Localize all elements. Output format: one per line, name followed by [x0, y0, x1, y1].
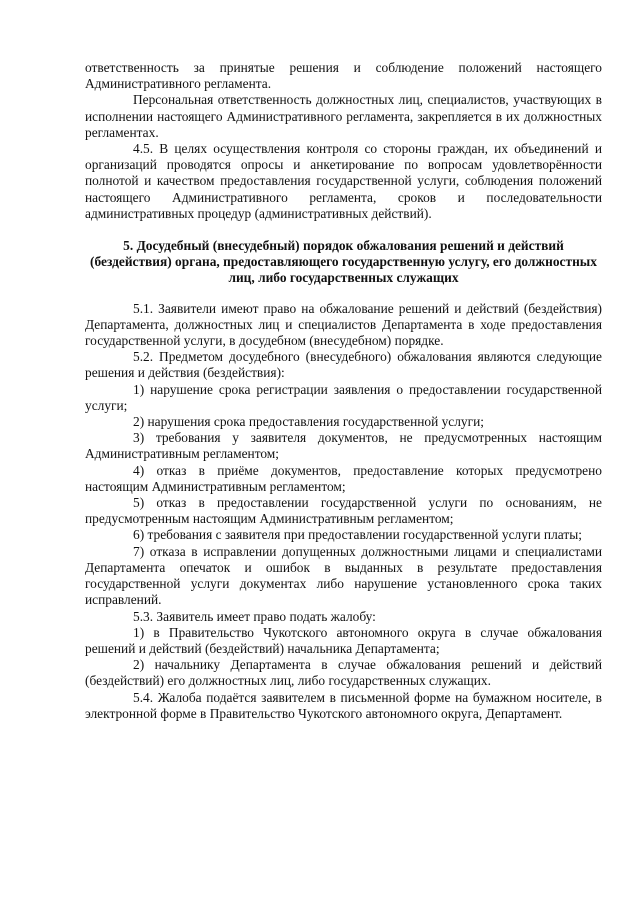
- list-item-5-2-5: 5) отказ в предоставлении государственной услуги по основаниям, не предусмотренным настоящим Административным регламентом;: [85, 495, 602, 527]
- section-5-heading: 5. Досудебный (внесудебный) порядок обжалования решений и действий (бездействия) органа, предоставляющего государственную услугу, его должностных лиц, либо государственных служащих: [90, 238, 597, 286]
- paragraph-5-2: 5.2. Предметом досудебного (внесудебного) обжалования являются следующие решения и действия (бездействия):: [85, 349, 602, 381]
- paragraph-personal-responsibility: Персональная ответственность должностных лиц, специалистов, участвующих в исполнении настоящего Административного регламента, закрепляется в их должностных регламентах.: [85, 92, 602, 140]
- paragraph-5-1: 5.1. Заявители имеют право на обжалование решений и действий (бездействия) Департамента, должностных лиц и специалистов Департамента в ходе предоставления государственной услуги, в досудебном (внесудебном) порядке.: [85, 300, 602, 349]
- paragraph-responsibility-end: ответственность за принятые решения и соблюдение положений настоящего Административного регламента.: [85, 60, 602, 92]
- list-item-5-2-4: 4) отказ в приёме документов, предоставление которых предусмотрено настоящим Административным регламентом;: [85, 462, 602, 494]
- paragraph-5-4: 5.4. Жалоба подаётся заявителем в письменной форме на бумажном носителе, в электронной форме в Правительство Чукотского автономного округа, Департамент.: [85, 689, 602, 721]
- list-item-5-2-3: 3) требования у заявителя документов, не предусмотренных настоящим Административным регламентом;: [85, 430, 602, 462]
- list-item-5-2-2: 2) нарушения срока предоставления государственной услуги;: [133, 414, 485, 430]
- list-item-5-2-1: 1) нарушение срока регистрации заявления о предоставлении государственной услуги;: [85, 381, 602, 413]
- list-item-5-2-7: 7) отказа в исправлении допущенных должностными лицами и специалистами Департамента опечаток и ошибок в выданных в результате предоставления государственной услуги документах либо нарушение установленного срока таких исправлений.: [85, 543, 602, 608]
- paragraph-5-3: 5.3. Заявитель имеет право подать жалобу:: [133, 608, 376, 624]
- list-item-5-3-2: 2) начальнику Департамента в случае обжалования решений и действий (бездействий) его должностных лиц, либо государственных служащих.: [85, 657, 602, 689]
- list-item-5-3-1: 1) в Правительство Чукотского автономного округа в случае обжалования решений и действий (бездействий) начальника Департамента;: [85, 624, 602, 656]
- list-item-5-2-6: 6) требования с заявителя при предоставлении государственной услуги платы;: [133, 527, 582, 543]
- paragraph-4-5: 4.5. В целях осуществления контроля со стороны граждан, их объединений и организаций проводятся опросы и анкетирование по вопросам удовлетворённости полнотой и качеством предоставления государственной услуги, соблюдения положений настоящего Административного регламента, сроков и последовательности административных процедур (административных действий).: [85, 141, 602, 221]
